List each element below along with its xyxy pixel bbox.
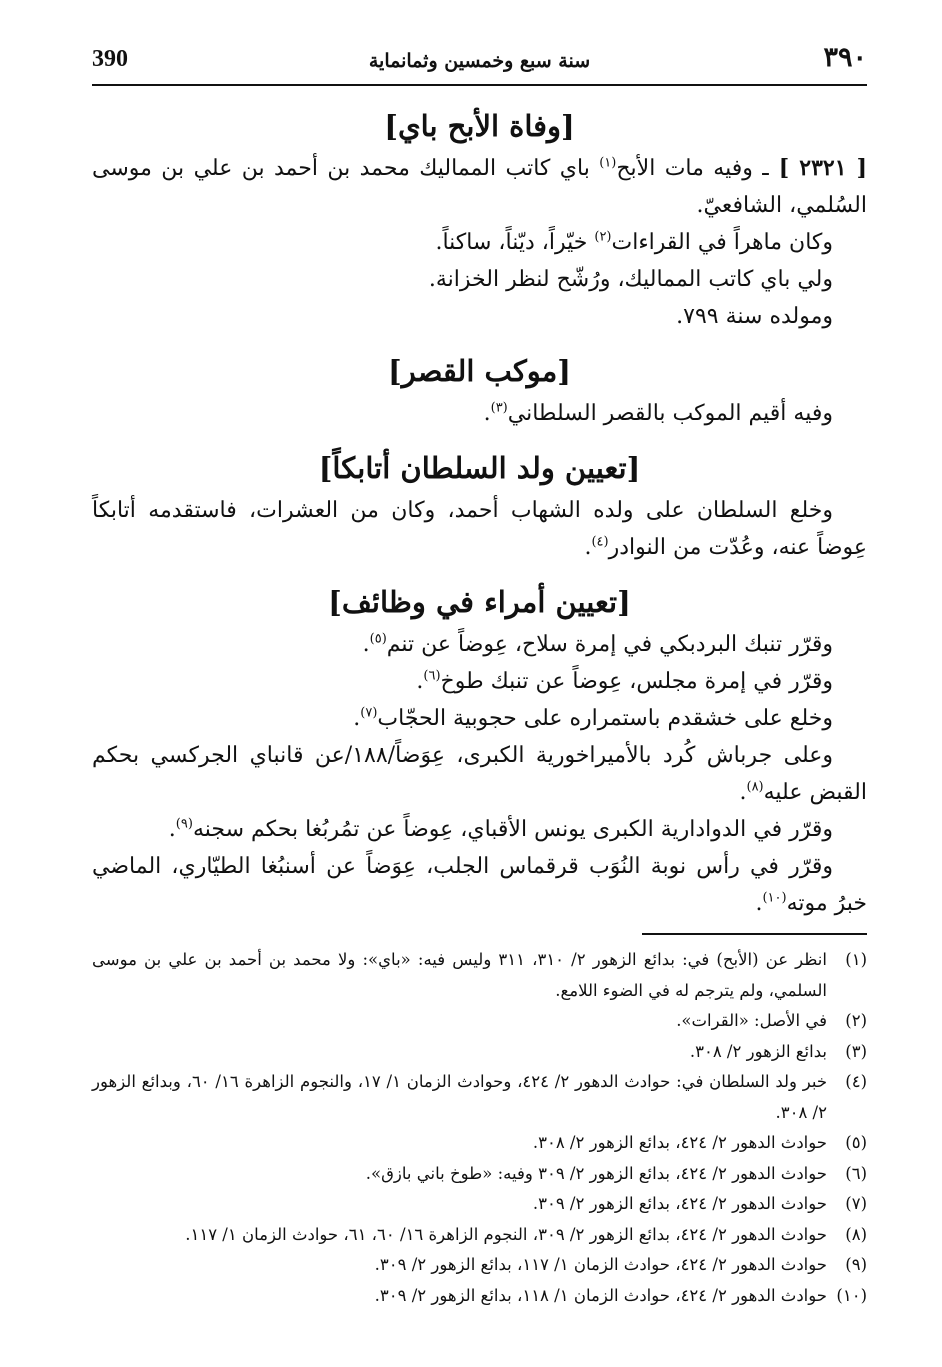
paragraph: [92, 848, 867, 922]
paragraph: [92, 261, 867, 298]
footnote: [92, 1220, 867, 1251]
footnote-text: خبر ولد السلطان في: حوادث الدهور ٢/ ٤٢٤، وحوادث الزمان ١/ ١٧، والنجوم الزاهرة ١٦/ ٦٠، وبدائع الزهور ٢/ ٣٠٨.: [92, 1072, 828, 1122]
text-run: وكان ماهراً في القراءات: [611, 230, 833, 255]
footnote-number: (٣): [845, 1041, 867, 1061]
footnote-number: (٤): [845, 1072, 867, 1091]
text-run: وخلع على خشقدم باستمراره على حجوبية الحجّاب: [377, 706, 833, 731]
footnote-reference: (٤): [591, 534, 609, 550]
footnote-text: حوادث الدهور ٢/ ٤٢٤، بدائع الزهور ٢/ ٣٠٩.: [532, 1194, 827, 1213]
paragraph: [92, 626, 867, 663]
footnote: [92, 1128, 867, 1159]
paragraph: [92, 395, 867, 432]
paragraph: [92, 737, 867, 811]
paragraph: [92, 150, 867, 224]
text-run: .: [362, 632, 370, 657]
text-run: وفيه أقيم الموكب بالقصر السلطاني: [507, 401, 833, 426]
text-run: وخلع السلطان على ولده الشهاب أحمد، وكان من العشرات، فاستقدمه أتابكاً عِوضاً عنه، وعُدّت من النوادر: [92, 498, 867, 560]
paragraph: [92, 224, 867, 261]
body-text: [92, 104, 867, 922]
text-run: .: [353, 706, 361, 731]
footnotes: [92, 933, 867, 1311]
footnote-number: (٢): [845, 1011, 867, 1030]
paragraph: [92, 492, 867, 566]
text-run: ولي باي كاتب المماليك، ورُشّح لنظر الخزانة.: [428, 267, 833, 292]
footnote: [92, 945, 867, 1006]
footnote-number: (٧): [845, 1194, 867, 1213]
text-run: وقرّر تنبك البردبكي في إمرة سلاح، عِوضاً عن تنم: [386, 632, 833, 657]
footnote-reference: (٣): [490, 400, 508, 416]
text-run: .: [168, 817, 176, 842]
page-number-latin: 390: [92, 46, 128, 72]
footnote-number: (١): [845, 950, 867, 969]
footnote-text: بدائع الزهور ٢/ ٣٠٨.: [689, 1041, 827, 1061]
entry-number: [ ٢٣٢١ ]: [768, 155, 867, 181]
footnote: [92, 1281, 867, 1312]
footnote-reference: (٢): [594, 229, 612, 245]
footnote-reference: (٧): [360, 705, 378, 721]
text-run: .: [584, 535, 592, 560]
page-number-arabic: ٣٩٠: [823, 42, 867, 73]
footnote-text: في الأصل: «القرات».: [676, 1011, 827, 1030]
footnote-text: حوادث الدهور ٢/ ٤٢٤، بدائع الزهور ٢/ ٣٠٩، النجوم الزاهرة ١٦/ ٦٠، ٦١، حوادث الزمان ١/ ١١٧.: [185, 1224, 827, 1244]
footnote-text: حوادث الدهور ٢/ ٤٢٤، بدائع الزهور ٢/ ٣٠٩ وفيه: «طوخ باني بازق».: [365, 1163, 827, 1183]
section-title: [موكب القصر]: [387, 354, 572, 388]
footnote-reference: (٩): [175, 816, 193, 832]
section-title: [وفاة الأبح باي]: [384, 109, 575, 143]
paragraph: [92, 298, 867, 335]
text-run: باي كاتب المماليك محمد بن أحمد بن علي بن موسى السُلمي، الشافعيّ.: [92, 156, 867, 218]
book-page: [92, 40, 867, 1347]
footnote: [92, 1067, 867, 1128]
section-title: [تعيين أمراء في وظائف]: [328, 585, 631, 619]
text-run: وقرّر في إمرة مجلس، عِوضاً عن تنبك طوخ: [440, 669, 833, 694]
text-run: ـ وفيه مات الأبح: [616, 156, 769, 181]
footnote: [92, 1250, 867, 1281]
footnote-text: انظر عن (الأبح) في: بدائع الزهور ٢/ ٣١٠، ٣١١ وليس فيه: «باي»: ولا محمد بن أحمد بن علي بن موسى السلمي، ولم يترجم له في الضوء اللامع.: [92, 950, 827, 1000]
footnote-reference: (٨): [746, 779, 764, 795]
text-run: وقرّر في الدوادارية الكبرى يونس الأقباي، عِوضاً عن تمُربُغا بحكم سجنه: [192, 817, 833, 842]
footnote-text: حوادث الدهور ٢/ ٤٢٤، بدائع الزهور ٢/ ٣٠٨.: [532, 1133, 827, 1152]
footnote-reference: (٦): [423, 668, 441, 684]
footnote: [92, 1159, 867, 1190]
text-run: ومولده سنة ٧٩٩.: [676, 304, 833, 329]
footnote-number: (٨): [845, 1224, 867, 1244]
footnote-text: حوادث الدهور ٢/ ٤٢٤، حوادث الزمان ١/ ١١٨، بدائع الزهور ٢/ ٣٠٩.: [374, 1285, 827, 1305]
footnote-number: (٥): [845, 1133, 867, 1152]
paragraph: [92, 663, 867, 700]
footnote-number: (٩): [845, 1255, 867, 1274]
running-title: سنة سبع وخمسين وثمانماية: [368, 50, 591, 72]
footnote-list: [92, 945, 867, 1311]
text-run: خيّراً، ديّناً، ساكناً.: [435, 230, 595, 255]
footnote-reference: (٥): [369, 631, 387, 647]
footnote: [92, 1189, 867, 1220]
text-run: .: [739, 780, 747, 805]
footnote: [92, 1006, 867, 1037]
footnote-reference: (١٠): [762, 890, 787, 906]
paragraph: [92, 811, 867, 848]
page-header: [92, 40, 867, 86]
footnote-number: (٦): [845, 1163, 867, 1183]
text-run: .: [483, 401, 491, 426]
footnote-text: حوادث الدهور ٢/ ٤٢٤، حوادث الزمان ١/ ١١٧، بدائع الزهور ٢/ ٣٠٩.: [374, 1255, 827, 1274]
text-run: وقرّر في رأس نوبة النُوَب قرقماس الجلب، عِوَضاً عن أسنبُغا الطيّاري، الماضي خبرُ موته: [92, 854, 867, 916]
section-title: [تعيين ولد السلطان أتابكاً]: [318, 451, 641, 485]
paragraph: [92, 700, 867, 737]
text-run: وعلى جرباش كُرد بالأميراخورية الكبرى، عِوَضاً/١٨٨/عن قانباي الجركسي بحكم القبض عليه: [92, 743, 867, 805]
footnote-number: (١٠): [836, 1285, 867, 1305]
footnote-separator: [642, 933, 867, 935]
footnote: [92, 1037, 867, 1068]
text-run: .: [755, 891, 763, 916]
footnote-reference: (١): [599, 155, 617, 171]
text-run: .: [416, 669, 424, 694]
